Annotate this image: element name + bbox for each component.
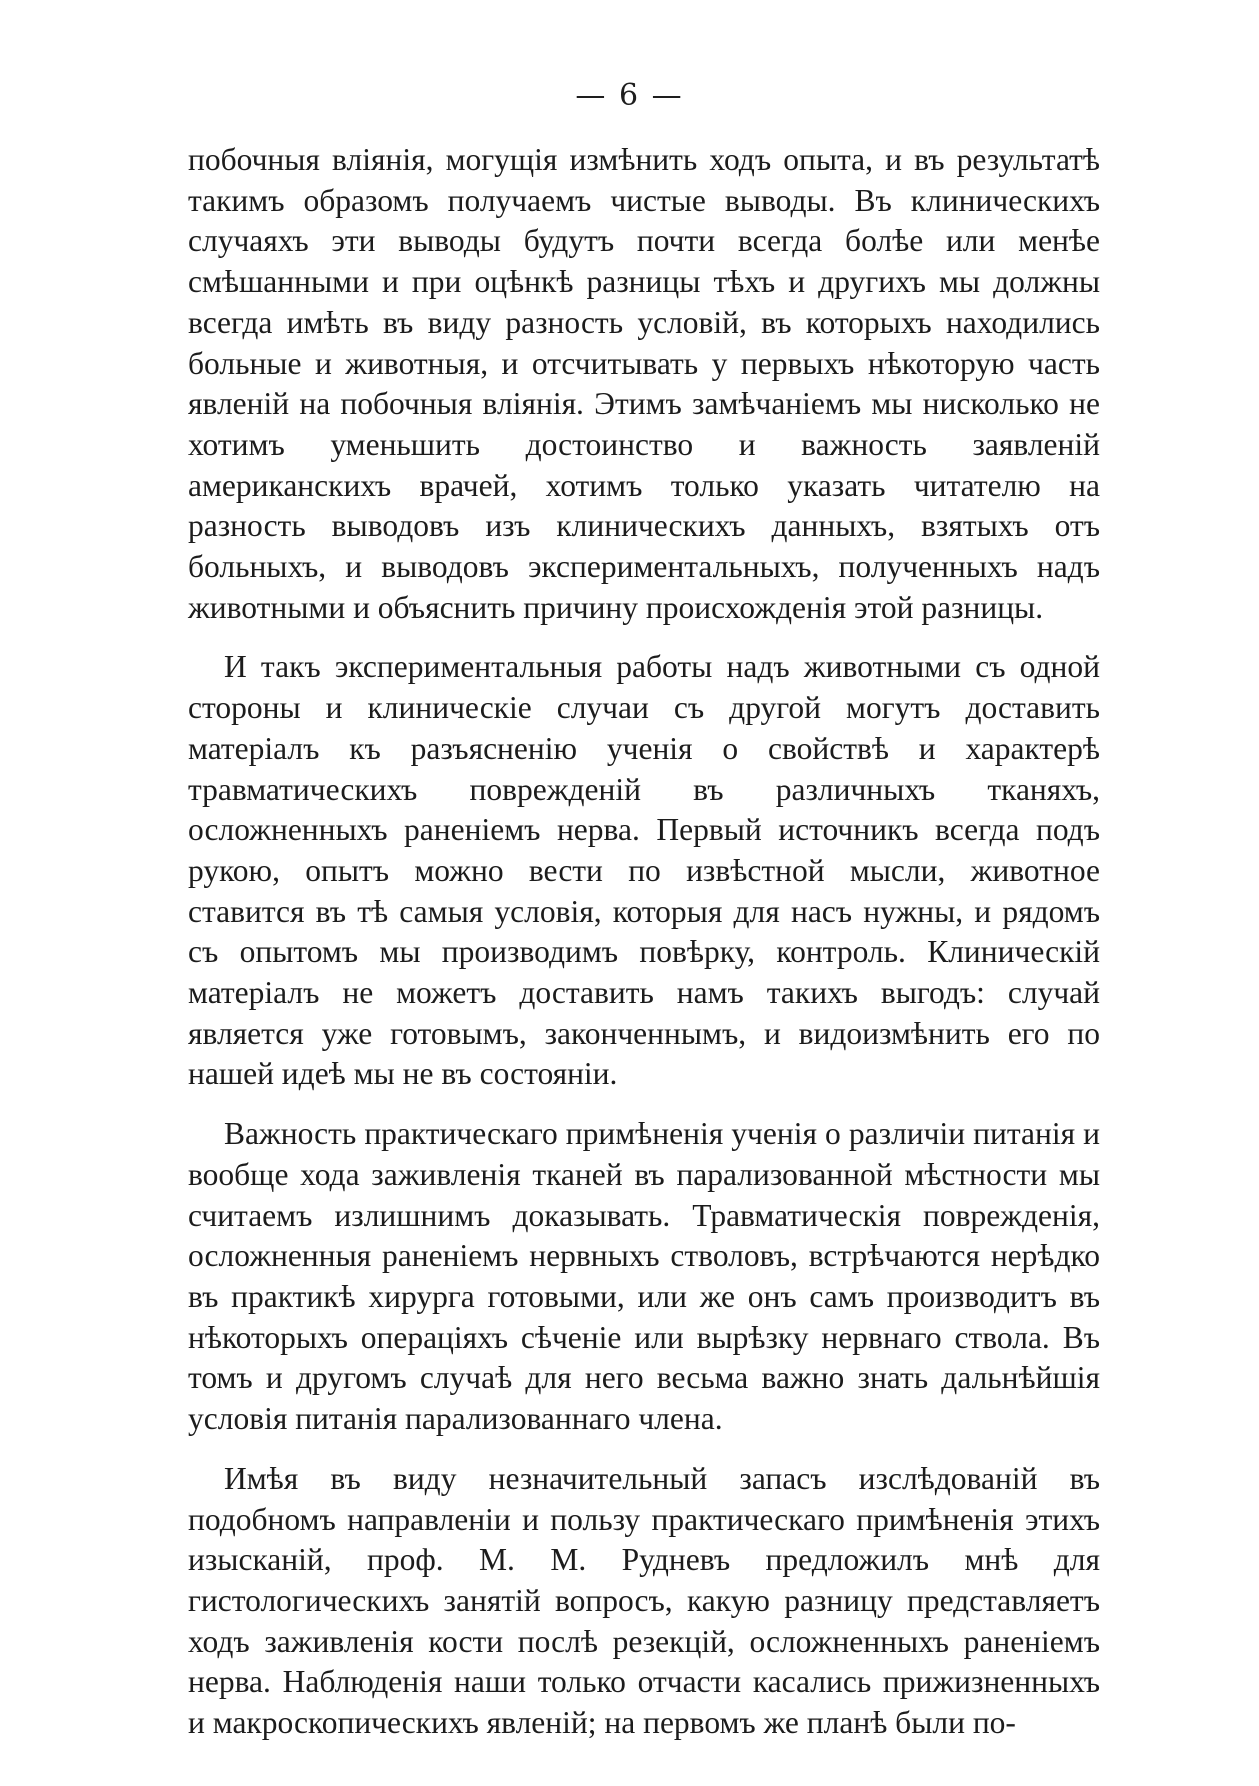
paragraph: И такъ экспериментальныя работы надъ животными съ одной стороны и клиническіе случаи съ другой могутъ доставить матеріалъ къ разъясненію ученія о свойствѣ и характерѣ травматическихъ поврежденій въ различныхъ тканяхъ, осложненныхъ раненіемъ нерва. Первый источникъ всегда подъ рукою, опытъ можно вести по извѣстной мысли, животное ставится въ тѣ самыя условія, которыя для насъ нужны, и рядомъ съ опытомъ мы производимъ повѣрку, контроль. Клиническій матеріалъ не можетъ доставить намъ такихъ выгодъ: случай является уже готовымъ, законченнымъ, и видоизмѣнить его по нашей идеѣ мы не въ состояніи. <box>188 649 1100 1092</box>
paragraph: побочныя вліянія, могущія измѣнить ходъ опыта, и въ результатѣ такимъ образомъ получаемъ чистые выводы. Въ клиническихъ случаяхъ эти выводы будутъ почти всегда болѣе или менѣе смѣшанными и при оцѣнкѣ разницы тѣхъ и другихъ мы должны всегда имѣть въ виду разность условій, въ которыхъ находились больные и животныя, и отсчитывать у первыхъ нѣкоторую часть явленій на побочныя вліянія. Этимъ замѣчаніемъ мы нисколько не хотимъ уменьшить достоинство и важность заявленій американскихъ врачей, хотимъ только указать читателю на разность выводовъ изъ клиническихъ данныхъ, взятыхъ отъ больныхъ, и выводовъ экспериментальныхъ, полученныхъ надъ животными и объяснить причину происхожденія этой разницы. <box>188 142 1100 625</box>
body-text <box>188 140 1100 1763</box>
paragraph: Имѣя въ виду незначительный запасъ изслѣдованій въ подобномъ направленіи и пользу практическаго примѣненія этихъ изысканій, проф. М. М. Рудневъ предложилъ мнѣ для гистологическихъ занятій вопросъ, какую разницу представляетъ ходъ заживленія кости послѣ резекцій, осложненныхъ раненіемъ нерва. Наблюденія наши только отчасти касались прижизненныхъ и макроскопическихъ явленій; на первомъ же планѣ были по- <box>188 1460 1100 1741</box>
paragraph: Важность практическаго примѣненія ученія о различіи питанія и вообще хода заживленія тканей въ парализованной мѣстности мы считаемъ излишнимъ доказывать. Травматическія поврежденія, осложненныя раненіемъ нервныхъ стволовъ, встрѣчаются нерѣдко въ практикѣ хирурга готовыми, или же онъ самъ производитъ въ нѣкоторыхъ операціяхъ сѣченіе или вырѣзку нервнаго ствола. Въ томъ и другомъ случаѣ для него весьма важно знать дальнѣйшія условія питанія парализованнаго члена. <box>188 1116 1100 1437</box>
page-number: — 6 — <box>575 78 684 113</box>
